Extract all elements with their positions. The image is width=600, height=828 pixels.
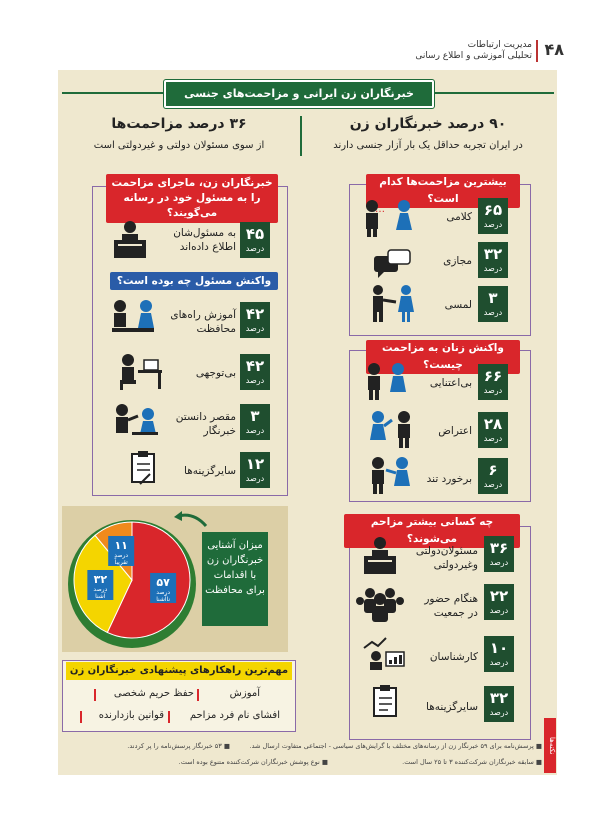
protest-icon [366, 410, 416, 450]
page-number: ۴۸ [544, 40, 564, 59]
supervisor-label-2: مقصر دانستن خبرنگار [175, 411, 236, 437]
online-harassment-icon [372, 248, 412, 278]
who-label-0: مسئولان‌دولتی و‌غیردولتی [415, 545, 478, 571]
types-title: بیشترین مزاحمت‌ها کدام است؟ [366, 174, 520, 208]
tip-1: حفظ حریم شخصی [113, 688, 194, 699]
page-title: خبرنگاران زن ایرانی و مزاحمت‌های جنسی [164, 80, 434, 108]
ignore-icon [362, 362, 412, 402]
pie-chart [62, 510, 202, 650]
tip-divider-2 [168, 711, 170, 723]
supervisor-label-3: سایرگزینه‌ها [184, 465, 236, 477]
reactions-num-2: ۶ درصد [478, 458, 508, 494]
header-line1: مدیریت ارتباطات [467, 40, 532, 50]
top-left-headline: ۳۶ درصد مزاحمت‌ها [111, 116, 247, 132]
pie-unit-1: درصد [93, 585, 108, 593]
confront-icon [366, 456, 416, 496]
reactions-num-1: ۲۸ درصد [478, 412, 508, 448]
physical-harassment-icon [364, 284, 420, 324]
types-label-0: کلامی [446, 211, 472, 223]
other-icon [370, 684, 402, 720]
top-divider [300, 116, 302, 156]
crowd-icon [354, 586, 406, 622]
who-label-1: هنگام حضور در جمعیت [424, 593, 478, 619]
notes-tab-label: نکته‌ها [548, 736, 556, 755]
types-label-1: مجازی [443, 255, 472, 267]
supervisor-num-0: ۴۲ درصد [240, 302, 270, 338]
reactions-num-0: ۶۶ درصد [478, 364, 508, 400]
chart-title [202, 532, 268, 626]
header-label [415, 40, 538, 62]
tip-2: قوانین بازدارنده [98, 710, 164, 721]
note-1: ■ پرسش‌نامه برای ۵۹ خبرنگار زن از رسانه‌های مختلف با گرایش‌های سیاسی - اجتماعی متفاوت ارسال شد. [249, 742, 542, 750]
tip-divider-3 [80, 711, 82, 723]
who-num-0: ۳۶ درصد [484, 536, 514, 572]
supervisor-label-1: بی‌توجهی [195, 367, 236, 379]
chart-title-line-2: با اقدامات [213, 570, 257, 581]
pie-name-1: آشنا [95, 592, 106, 600]
pie-unit-2: درصد [114, 551, 129, 559]
who-label-3: سایرگزینه‌ها [426, 701, 478, 713]
top-right-sub: در ایران تجربه حداقل یک بار آزار جنسی دارند [333, 140, 523, 151]
pie-value-1: ۳۲ [93, 572, 108, 586]
title-rule-left [62, 92, 164, 94]
note-4: ■ نوع پوشش خبرنگاران شرکت‌کننده متنوع بوده است. [178, 758, 328, 766]
experts-icon [360, 636, 408, 672]
pie-name-2: تقریباً [114, 558, 128, 566]
supervisor-num-3: ۱۲ درصد [240, 452, 270, 488]
header-line2: تحلیلی آموزشی و اطلاع رسانی [415, 51, 532, 61]
tips-title: مهم‌ترین راهکارهای پیشنهادی خبرنگاران زن [66, 662, 292, 680]
report-label: به مسئول‌شان اطلاع داده‌اند [173, 227, 236, 253]
tip-3: افشای نام فرد مزاحم [189, 710, 280, 721]
blame-icon [110, 402, 162, 442]
supervisor-label-0: آموزش راه‌های محافظت [170, 309, 236, 335]
types-num-0: ۶۵ درصد [478, 198, 508, 234]
pie-unit-0: درصد [156, 588, 171, 596]
chart-title-line-3: برای محافظت [205, 585, 265, 596]
who-num-1: ۲۲ درصد [484, 584, 514, 620]
tip-0: آموزش [229, 688, 260, 699]
supervisor-title: واکنش مسئول چه بوده است؟ [110, 272, 278, 290]
reactions-label-1: اعتراض [438, 425, 472, 437]
reactions-label-2: برخورد تند [426, 473, 472, 485]
training-icon [108, 298, 158, 338]
report-num: ۴۵ درصد [240, 222, 270, 258]
title-rule-right [432, 92, 554, 94]
tip-divider-1 [94, 689, 96, 701]
pie-value-2: ۱۱ [114, 538, 128, 552]
top-right-headline: ۹۰ درصد خبرنگاران زن [349, 116, 507, 132]
types-label-2: لمسی [444, 299, 472, 311]
note-2: ■ ۵۳ خبرنگار پرسش‌نامه را پر کردند. [127, 742, 230, 750]
types-num-1: ۳۲ درصد [478, 242, 508, 278]
pie-value-0: ۵۷ [156, 575, 170, 589]
who-num-2: ۱۰ درصد [484, 636, 514, 672]
svg-text:…: … [375, 204, 385, 215]
supervisor-num-2: ۳ درصد [240, 404, 270, 440]
who-title: چه کسانی بیشتر مزاحم می‌شوند؟ [344, 514, 520, 548]
supervisor-num-1: ۴۲ درصد [240, 354, 270, 390]
chart-title-line-1: خبرنگاران زن [206, 555, 264, 566]
who-num-3: ۳۲ درصد [484, 686, 514, 722]
top-left-sub: از سوی مسئولان دولتی و غیردولتی است [93, 140, 265, 151]
pie-name-0: ناآشنا [156, 595, 171, 603]
verbal-harassment-icon [358, 198, 418, 238]
report-title: خبرنگاران زن، ماجرای مزاحمت را به مسئول خود در رسانه می‌گویند؟ [106, 174, 278, 223]
who-label-2: کارشناسان [429, 651, 478, 663]
tip-divider-0 [197, 689, 199, 701]
chart-title-line-0: میزان آشنایی [207, 540, 263, 551]
reactions-title: واکنش زنان به مزاحمت چیست؟ [366, 340, 520, 374]
reporting-official-icon [110, 220, 150, 260]
reactions-label-0: بی‌اعتنایی [429, 377, 472, 389]
types-num-2: ۳ درصد [478, 286, 508, 322]
officials-icon [358, 536, 402, 576]
neglect-icon [116, 352, 166, 392]
other-options-icon [128, 450, 160, 486]
note-3: ■ سابقه خبرنگاران شرکت‌کننده ۳ تا ۲۵ سال است. [402, 758, 542, 766]
